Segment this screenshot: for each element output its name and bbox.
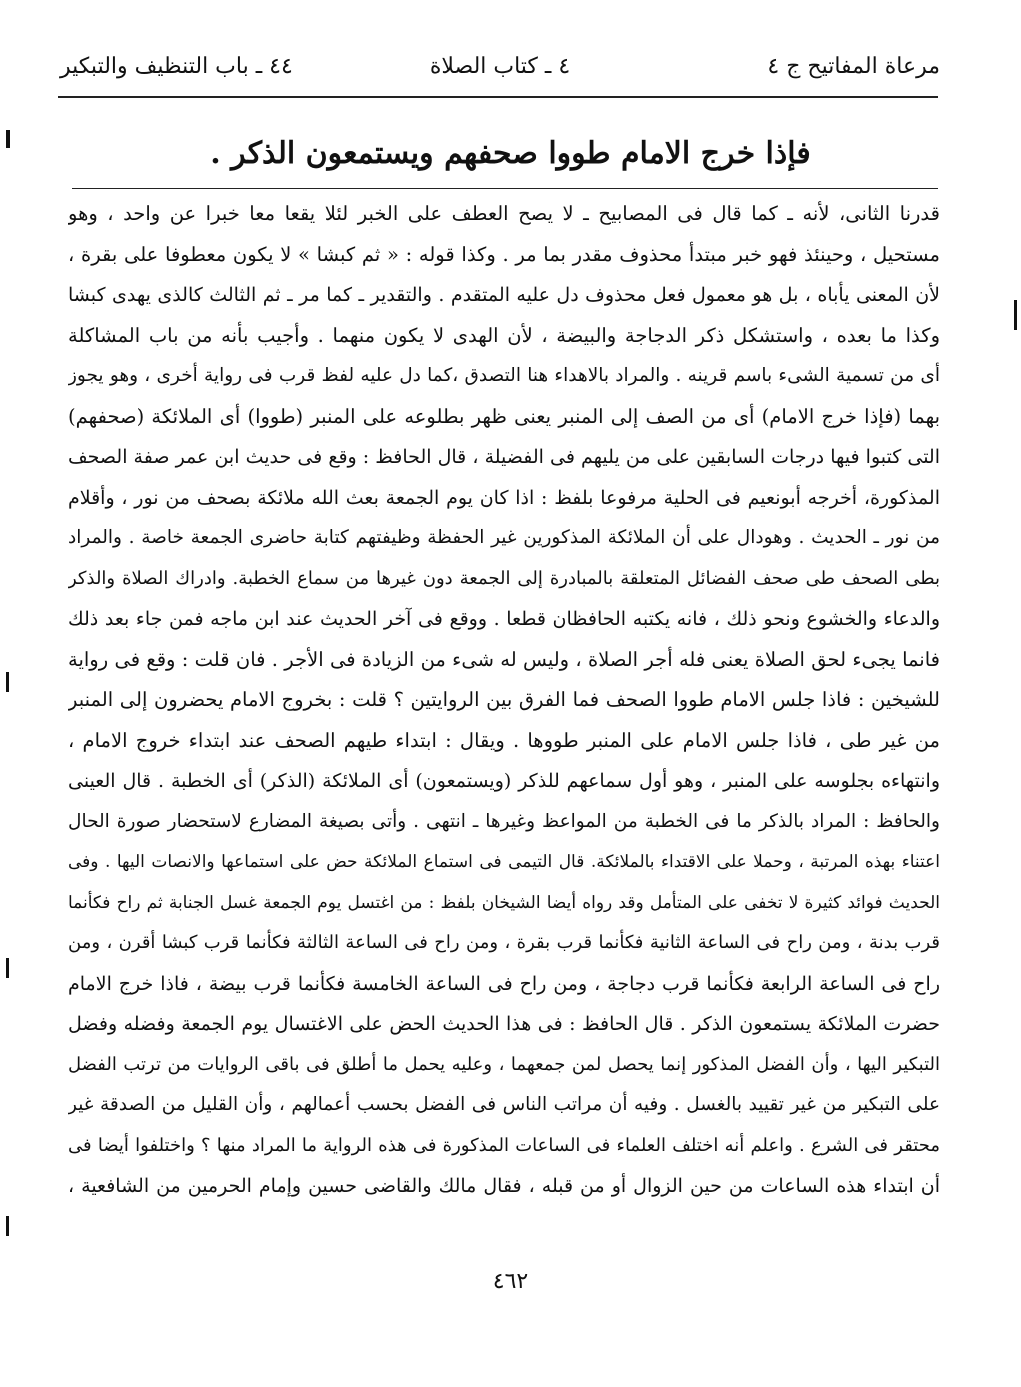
scan-margin-mark — [6, 958, 9, 978]
text-line: من غير طى ، فاذا جلس الامام على المنبر طووها . ويقال : ابتداء طيهم الصحف عند ابتداء خروج الامام ، — [68, 728, 940, 752]
text-line: اعتناء بهذه المرتبة ، وحملا على الاقتداء بالملائكة. قال التيمى فى استماع الملائكة حض على استماعها والانصات اليها . وفى — [68, 852, 940, 872]
text-line: حضرت الملائكة يستمعون الذكر . قال الحافظ : فى هذا الحديث الحض على الاغتسال يوم الجمعة وفضله وفضل — [68, 1013, 940, 1035]
header-section: ٤٤ ـ باب التنظيف والتبكير — [60, 54, 293, 79]
scan-margin-mark — [1014, 300, 1017, 330]
page-number: ٤٦٢ — [492, 1269, 529, 1294]
text-line: أى من تسمية الشىء باسم قرينه . والمراد بالاهداء هنا التصدق ،كما دل عليه لفظ قرب فى رواية أخرى ، وهو يجوز — [68, 365, 940, 386]
text-line: التى كتبوا فيها درجات السابقين على من يليهم فى الفضيلة ، قال الحافظ : وقع فى حديث ابن عمر صفة الصحف — [68, 446, 940, 468]
text-line: على التبكير من غير تقييد بالغسل . وفيه أن مراتب الناس فى الفضل بحسب أعمالهم ، وأن القليل من الصدقة غير — [68, 1094, 940, 1115]
scan-margin-mark — [6, 672, 9, 692]
text-line: وانتهاءه بجلوسه على المنبر ، وهو أول سماعهم للذكر (ويستمعون) أى الملائكة (الذكر) أى الخطبة . قال العينى — [68, 770, 940, 792]
text-line: لأن المعنى يأباه ، بل هو معمول فعل محذوف دل عليه المتقدم . والتقدير ـ كما مر ـ ثم الثالث كالذى يهدى كبشا — [68, 284, 940, 306]
commentary-body — [68, 194, 940, 1207]
text-line: وكذا ما بعده ، واستشكل ذكر الدجاجة والبيضة ، لأن الهدى لا يكون منهما . وأجيب بأنه من باب المشاكلة — [68, 323, 940, 347]
text-line: بهما (فإذا خرج الامام) أى من الصف إلى المنبر يعنى ظهر بطلوعه على المنبر (طووا) أى الملائكة (صحفهم) — [68, 404, 940, 428]
text-line: أن ابتداء هذه الساعات من حين الزوال أو من قبله ، فقال مالك والقاضى حسين وإمام الحرمين من الشافعية ، — [68, 1175, 940, 1197]
heading-divider — [72, 188, 938, 189]
hadith-heading: فإذا خرج الامام طووا صحفهم ويستمعون الذكر . — [210, 136, 811, 171]
running-header — [60, 54, 940, 94]
text-line: مستحيل ، وحينئذ فهو خبر مبتدأ محذوف مقدر بما مر . وكذا قوله : « ثم كبشا » لا يكون معطوفا على بقرة ، — [68, 242, 940, 266]
text-line: بطى الصحف طى صحف الفضائل المتعلقة بالمبادرة إلى الجمعة دون غيرها من سماع الخطبة. وادراك الصلاة والذكر — [68, 567, 940, 589]
scan-margin-mark — [6, 1216, 9, 1236]
text-line: راح فى الساعة الرابعة فكأنما قرب دجاجة ، ومن راح فى الساعة الخامسة فكأنما قرب بيضة ، فاذا خرج الامام — [68, 972, 940, 995]
text-line: والدعاء والخشوع ونحو ذلك ، فانه يكتبه الحافظان قطعا . ووقع فى آخر الحديث عند ابن ماجه فمن جاء بعد ذلك — [68, 608, 940, 630]
scan-margin-mark — [6, 130, 10, 148]
text-line: فانما يجىء لحق الصلاة يعنى فله أجر الصلاة ، وليس له شىء من الزيادة فى الأجر . فان قلت : وقع فى رواية — [68, 647, 940, 671]
header-book-volume: مرعاة المفاتيح ج ٤ — [767, 54, 940, 79]
text-line: قرب بدنة ، ومن راح فى الساعة الثانية فكأنما قرب بقرة ، ومن راح فى الساعة الثالثة فكأنما قرب كبشا أقرن ، ومن — [68, 932, 940, 953]
text-line: المذكورة، أخرجه أبونعيم فى الحلية مرفوعا بلفظ : اذا كان يوم الجمعة بعث الله ملائكة بصحف من نور ، وأقلام — [68, 486, 940, 509]
header-divider — [58, 96, 938, 98]
text-line: التبكير اليها ، وأن الفضل المذكور إنما يحصل لمن جمعهما ، وعليه يحمل ما أطلق فى باقى الروايات من ترتب الفضل — [68, 1053, 940, 1075]
text-line: للشيخين : فاذا جلس الامام طووا الصحف فما الفرق بين الروايتين ؟ قلت : بخروج الامام يحضرون إلى المنبر — [68, 688, 940, 711]
text-line: من نور ـ الحديث . وهودال على أن الملائكة المذكورين غير الحفظة وظيفتهم كتابة حاضرى الجمعة خاصة . والمراد — [68, 527, 940, 548]
text-line: قدرنا الثانى، لأنه ـ كما قال فى المصابيح ـ لا يصح العطف على الخبر لئلا يقعا معا خبرا عن واحد ، وهو — [68, 202, 940, 225]
text-line: والحافظ : المراد بالذكر ما فى الخطبة من المواعظ وغيرها ـ انتهى . وأتى بصيغة المضارع لاستحضار صورة الحال — [68, 810, 940, 832]
header-chapter: ٤ ـ كتاب الصلاة — [429, 54, 571, 79]
text-line: الحديث فوائد كثيرة لا تخفى على المتأمل وقد رواه أيضا الشيخان بلفظ : من اغتسل يوم الجمعة غسل الجنابة ثم راح فكأنما — [68, 892, 940, 913]
text-line: محتقر فى الشرع . واعلم أنه اختلف العلماء فى الساعات المذكورة فى هذه الرواية ما المراد منها ؟ واختلفوا أيضا فى — [68, 1134, 940, 1156]
